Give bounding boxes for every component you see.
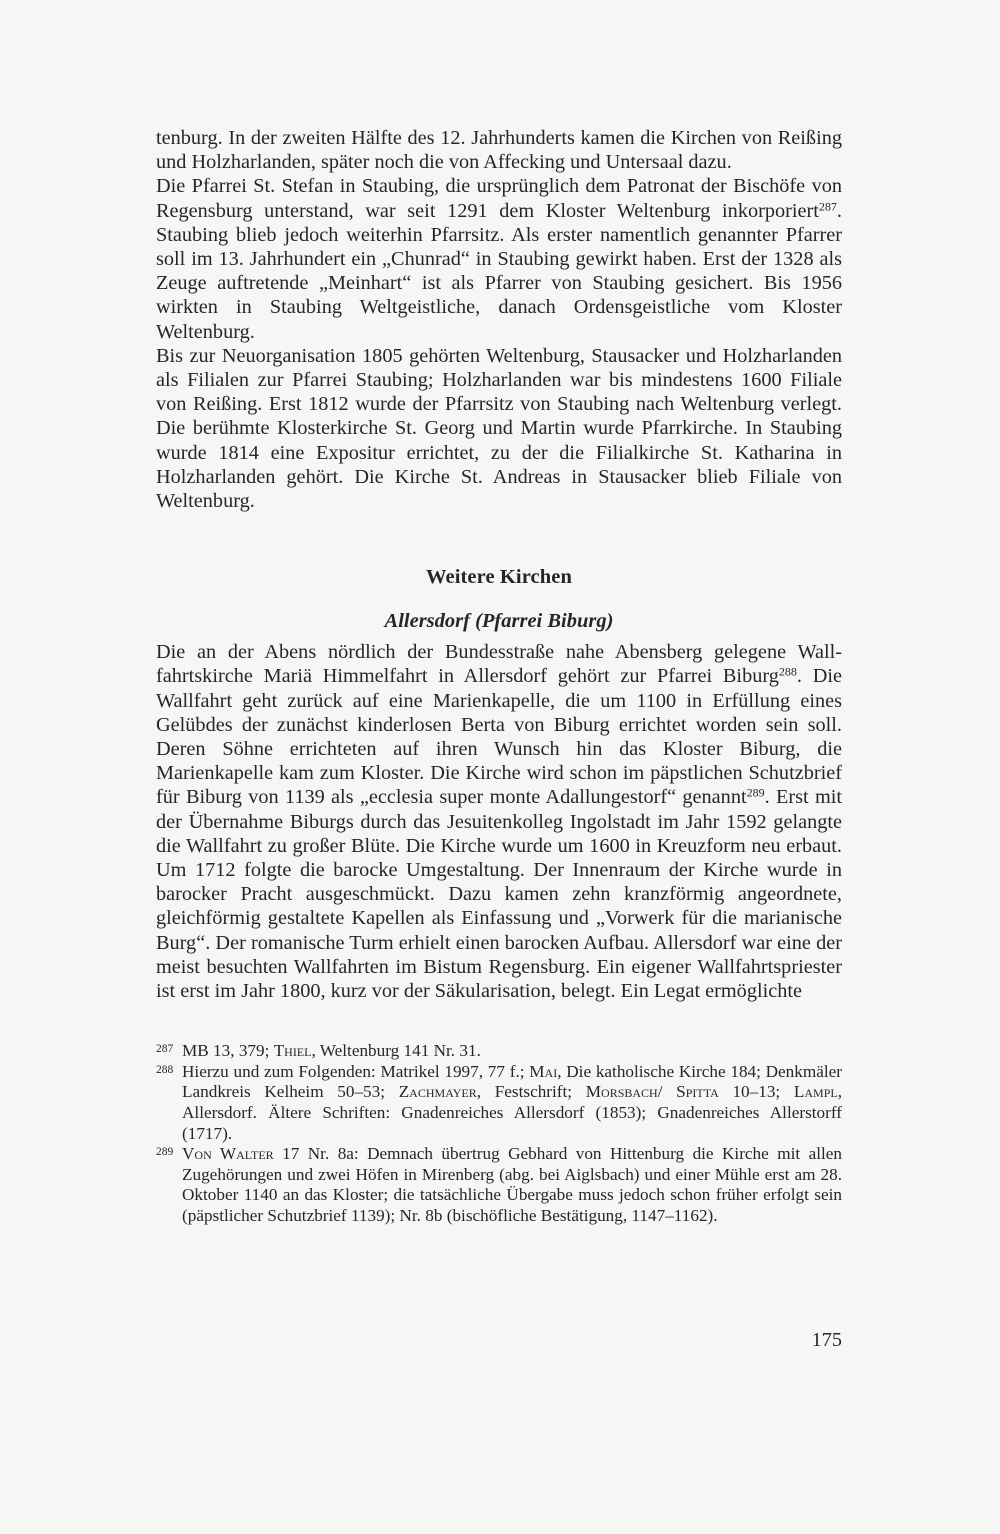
author-name: Thiel <box>273 1041 312 1061</box>
footnote-number: 287 <box>156 1043 174 1056</box>
footnote-text: , Weltenburg 141 Nr. 31. <box>311 1041 481 1061</box>
footnote-text: 17 Nr. 8a: Demnach übertrug Gebhard von Hittenburg die Kirche mit allen Zugehörungen und zwei Höfen in Mirenberg (abg. bei Aiglsbach) und einer Mühle erst am 28. Oktober 1140 an das Kloster; die tatsächliche Übergabe muss jedoch schon früher erfolgt sein (päpstlicher Schutzbrief 1139); Nr. 8b (bischöfliche Bestätigung, 1147–1162). <box>182 1144 842 1226</box>
footnotes <box>156 1041 842 1226</box>
paragraph-text: Bis zur Neuorganisation 1805 gehörten Weltenburg, Stausacker und Holzharlanden als Filialen zur Pfarrei Staubing; Holzharlanden war bis mindestens 1600 Filiale von Reißing. Erst 1812 wurde der Pfarrsitz von Staubing nach Weltenburg verlegt. Die berühmte Klosterkirche St. Georg und Martin wurde Pfarrkirche. In Staubing wurde 1814 eine Expositur errichtet, zu der die Filialkirche St. Katharina in Holzharlanden gehört. Die Kirche St. Andreas in Stausacker blieb Filiale von Weltenburg. <box>156 344 842 513</box>
paragraph-allersdorf <box>156 640 842 1003</box>
author-name: Lampl <box>793 1082 838 1102</box>
paragraph-text: . Erst mit der Übernahme Biburgs durch das Jesuitenkolleg Ingolstadt im Jahr 1592 gelangte die Wallfahrt zu großer Blüte. Die Kirche wurde um 1600 in Kreuzform neu erbaut. Um 1712 folgte die barocke Umgestaltung. Der Innenraum der Kirche wurde in barocker Pracht ausgeschmückt. Dazu kamen zehn kranzförmig angeordnete, gleichförmig gestaltete Kapellen als Einfassung und „Vorwerk für die marianische Burg“. Der romanische Turm erhielt einen barocken Aufbau. Allersdorf war eine der meist besuchten Wallfahrten im Bistum Regensburg. Ein eigener Wallfahrtspriester ist erst im Jahr 1800, kurz vor der Säkularisation, belegt. Ein Legat ermöglichte <box>156 786 842 1003</box>
author-name: Mai <box>529 1061 558 1081</box>
author-name: Zachmayer <box>398 1082 477 1102</box>
footnote-text: , Die katholische Kirche 184; Denkmäler Landkreis Kelheim 50–53; <box>182 1061 842 1102</box>
footnote-288 <box>156 1062 842 1144</box>
paragraph-pfarrei-staubing <box>156 174 842 343</box>
paragraph-text: . Staubing blieb jedoch weiterhin Pfarrsitz. Als erster namentlich genannter Pfarrer soll im 13. Jahrhundert ein „Chunrad“ in Staubing gewirkt haben. Erst der 1328 als Zeuge auftretende „Meinhart“ ist als Pfarrer von Staubing gesichert. Bis 1956 wirkten in Staubing Weltgeistliche, danach Ordensgeistliche vom Kloster Weltenburg. <box>156 199 842 343</box>
author-name: Von Walter <box>182 1144 274 1164</box>
paragraph-text: tenburg. In der zweiten Hälfte des 12. Jahrhunderts kamen die Kirchen von Reißing und Holzharlanden, später noch die von Affecking und Untersaal dazu. <box>156 127 842 174</box>
footnote-ref-287[interactable]: 287 <box>818 199 837 214</box>
footnote-ref-289[interactable]: 289 <box>746 785 765 800</box>
footnote-text: , Festschrift; <box>476 1082 586 1102</box>
footnote-ref-288[interactable]: 288 <box>778 664 797 679</box>
page-content <box>156 126 842 1227</box>
paragraph-text: . Die Wallfahrt geht zurück auf eine Marienkapelle, die um 1100 in Erfüllung eines Gelübdes der zunächst kinderlosen Berta von Biburg errichtet worden sein soll. Deren Söhne errichteten auf ihren Wunsch hin das Kloster Biburg, die Marienkapelle kam zum Kloster. Die Kirche wird schon im päpstlichen Schutzbrief für Biburg von 1139 als „ecclesia super monte Adallungestorf“ genannt <box>156 665 842 809</box>
footnote-287 <box>156 1041 842 1062</box>
paragraph-neuorganisation <box>156 344 842 513</box>
author-name: Morsbach/ Spitta <box>585 1082 719 1102</box>
footnote-text: MB 13, 379; <box>182 1041 274 1061</box>
paragraph-text: Die Pfarrei St. Stefan in Staubing, die ursprünglich dem Patronat der Bischöfe von Regensburg unterstand, war seit 1291 dem Kloster Weltenburg inkorporiert <box>156 175 842 222</box>
subsection-heading: Allersdorf (Pfarrei Biburg) <box>384 610 614 633</box>
page-number: 175 <box>811 1329 842 1351</box>
footnote-number: 288 <box>156 1063 174 1076</box>
footnote-text: , Allersdorf. Ältere Schriften: Gnadenreiches Allersdorf (1853); Gnadenreiches Allerstorff (1717). <box>182 1082 842 1143</box>
footnote-289 <box>156 1144 842 1226</box>
footnote-number: 289 <box>156 1146 174 1159</box>
section-heading: Weitere Kirchen <box>426 566 572 589</box>
footnote-text: 10–13; <box>718 1082 794 1102</box>
paragraph-weltenburg-churches <box>156 126 842 174</box>
footnote-text: Hierzu und zum Folgenden: Matrikel 1997, 77 f.; <box>182 1061 530 1081</box>
paragraph-text: Die an der Abens nördlich der Bundesstraße nahe Abensberg gelegene Wallfahrtskirche Mariä Himmelfahrt in Allersdorf gehört zur Pfarrei Biburg <box>156 641 842 688</box>
